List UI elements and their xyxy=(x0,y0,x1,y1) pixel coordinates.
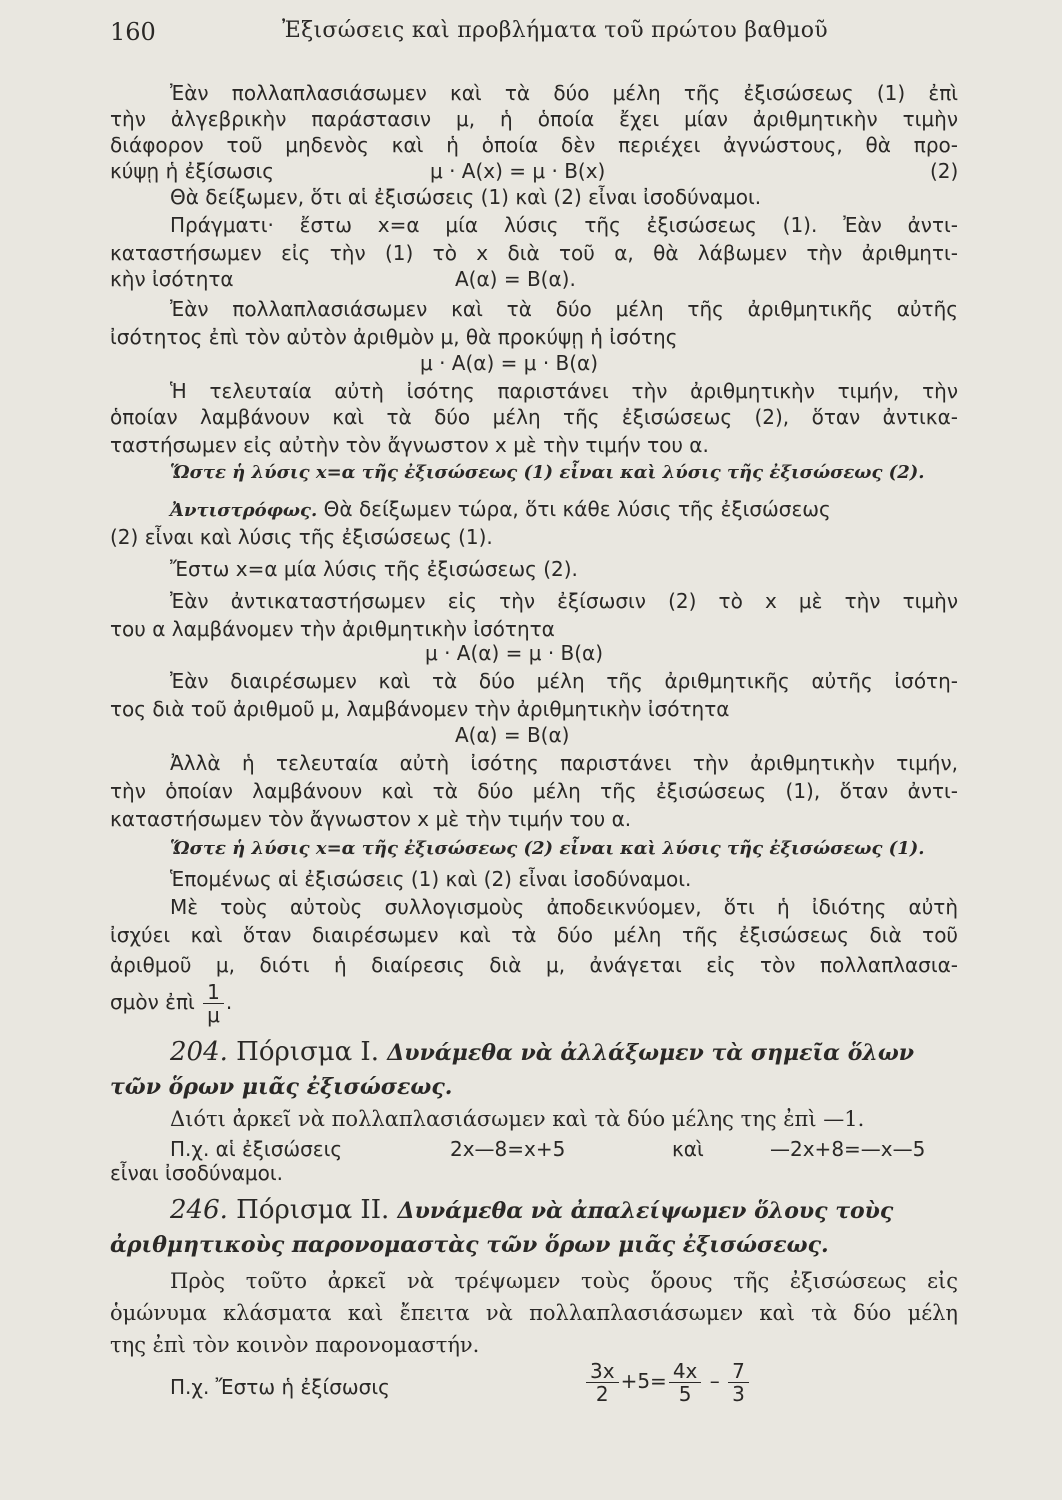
text-line: ἀριθμοῦ μ, διότι ἡ διαίρεσις διὰ μ, ἀνάγεται εἰς τὸν πολλαπλασια- xyxy=(110,953,958,977)
operator: – xyxy=(709,1369,720,1393)
section-title-cont: τῶν ὅρων μιᾶς ἐξισώσεως. xyxy=(110,1074,453,1100)
numerator: 1 xyxy=(203,981,224,1004)
text-line: τὴν ὁποίαν λαμβάνουν καὶ τὰ δύο μέλη τῆς ἐξισώσεως (1), ὅταν ἀντι- xyxy=(110,779,958,803)
running-title: Ἐξισώσεις καὶ προβλήματα τοῦ πρώτου βαθμοῦ xyxy=(282,18,828,43)
text-line: Ἔστω x=α μία λύσις τῆς ἐξισώσεως (2). xyxy=(170,557,578,581)
text-line: Διότι ἀρκεῖ νὰ πολλαπλασιάσωμεν καὶ τὰ δύο μέλης της ἐπὶ —1. xyxy=(170,1107,865,1131)
equation: μ · Α(α) = μ · Β(α) xyxy=(420,351,599,375)
text-line xyxy=(110,980,958,1026)
text-line: Ἐὰν πολλαπλασιάσωμεν καὶ τὰ δύο μέλη τῆς ἐξισώσεως (1) ἐπὶ xyxy=(170,81,958,105)
denominator: μ xyxy=(207,1003,220,1027)
section-title: Δυνάμεθα νὰ ἀπαλείψωμεν ὅλους τοὺς xyxy=(397,1198,894,1224)
numerator: 4x xyxy=(669,1360,702,1383)
text-line: Ἐὰν διαιρέσωμεν καὶ τὰ δύο μέλη τῆς ἀριθμητικῆς αὐτῆς ἰσότη- xyxy=(170,669,958,693)
text-line: Ἐὰν πολλαπλασιάσωμεν καὶ τὰ δύο μέλη τῆς ἀριθμητικῆς αὐτῆς xyxy=(170,297,958,321)
text-line xyxy=(170,496,958,524)
text-line: Πρὸς τοῦτο ἀρκεῖ νὰ τρέψωμεν τοὺς ὅρους τῆς ἐξισώσεως εἰς xyxy=(170,1269,958,1293)
equation-number: (2) xyxy=(930,159,959,183)
equation: Α(α) = Β(α). xyxy=(455,267,576,291)
section-title: Δυνάμεθα νὰ ἀλλάξωμεν τὰ σημεῖα ὅλων xyxy=(387,1040,915,1066)
text-line: Ἑπομένως αἱ ἐξισώσεις (1) καὶ (2) εἶναι ἰσοδύναμοι. xyxy=(170,867,692,891)
text-line: τὴν ἀλγεβρικὴν παράστασιν μ, ἡ ὁποία ἔχει μίαν ἀριθμητικὴν τιμὴν xyxy=(110,107,958,131)
operator: +5= xyxy=(620,1369,667,1393)
conclusion-line: Ὥστε ἡ λύσις x=α τῆς ἐξισώσεως (2) εἶναι καὶ λύσις τῆς ἐξισώσεως (1). xyxy=(170,838,925,859)
text-line: κὴν ἰσότητα xyxy=(110,267,234,291)
fraction xyxy=(586,1360,619,1405)
text-fragment: Θὰ δείξωμεν τώρα, ὅτι κάθε λύσις τῆς ἐξισώσεως xyxy=(323,497,831,521)
page-header xyxy=(110,14,970,54)
conclusion-line: Ὥστε ἡ λύσις x=α τῆς ἐξισώσεως (1) εἶναι καὶ λύσις τῆς ἐξισώσεως (2). xyxy=(170,462,925,483)
fraction xyxy=(669,1360,702,1405)
numerator: 3x xyxy=(586,1360,619,1383)
text-line: διάφορον τοῦ μηδενὸς καὶ ἡ ὁποία δὲν περιέχει ἀγνώστους, θὰ προ- xyxy=(110,133,958,157)
denominator: 2 xyxy=(595,1382,609,1406)
text-fragment: Π.χ. αἱ ἐξισώσεις xyxy=(170,1137,343,1161)
section-heading xyxy=(170,1036,958,1069)
text-fragment: κύψῃ ἡ ἐξίσωσις xyxy=(110,159,274,183)
section-number: 246. xyxy=(170,1195,228,1225)
text-line: Ἀλλὰ ἡ τελευταία αὐτὴ ἰσότης παριστάνει τὴν ἀριθμητικὴν τιμήν, xyxy=(170,751,958,775)
equation: μ · Α(x) = μ · Β(x) xyxy=(430,159,606,183)
fraction-equation xyxy=(584,1360,751,1405)
emphasis: Ἀντιστρόφως. xyxy=(170,500,318,521)
equation: —2x+8=—x—5 xyxy=(770,1137,926,1161)
text-fragment: . xyxy=(225,990,233,1014)
section-number: 204. xyxy=(170,1037,228,1067)
equation: 2x—8=x+5 xyxy=(450,1137,566,1161)
section-label: Πόρισμα ΙΙ. xyxy=(236,1195,390,1225)
text-line: της ἐπὶ τὸν κοινὸν παρονομαστήν. xyxy=(110,1333,480,1357)
equation: μ · Α(α) = μ · Β(α) xyxy=(425,641,604,665)
text-line: εἶναι ἰσοδύναμοι. xyxy=(110,1161,283,1185)
text-line: ὁμώνυμα κλάσματα καὶ ἔπειτα νὰ πολλαπλασιάσωμεν καὶ τὰ δύο μέλη xyxy=(110,1301,958,1325)
numerator: 7 xyxy=(728,1360,749,1383)
text-line: τος διὰ τοῦ ἀριθμοῦ μ, λαμβάνομεν τὴν ἀριθμητικὴν ἰσότητα xyxy=(110,697,730,721)
text-line: ἰσότητος ἐπὶ τὸν αὐτὸν ἀριθμὸν μ, θὰ προκύψῃ ἡ ἰσότης xyxy=(110,325,678,349)
text-fragment: καὶ xyxy=(672,1137,704,1161)
section-label: Πόρισμα Ι. xyxy=(236,1037,379,1067)
denominator: 3 xyxy=(732,1382,745,1406)
text-line: Πράγματι· ἔστω x=α μία λύσις τῆς ἐξισώσεως (1). Ἐὰν ἀντι- xyxy=(170,213,958,237)
text-line: Μὲ τοὺς αὐτοὺς συλλογισμοὺς ἀποδεικνύομεν, ὅτι ἡ ἰδιότης αὐτὴ xyxy=(170,895,958,919)
text-fragment: σμὸν ἐπὶ xyxy=(110,990,195,1014)
text-line: ταστήσωμεν εἰς αὐτὴν τὸν ἄγνωστον x μὲ τὴν τιμήν του α. xyxy=(110,433,709,457)
section-heading xyxy=(170,1194,958,1227)
section-title-cont: ἀριθμητικοὺς παρονομαστὰς τῶν ὅρων μιᾶς ἐξισώσεως. xyxy=(110,1232,829,1258)
text-line: Ἡ τελευταία αὐτὴ ἰσότης παριστάνει τὴν ἀριθμητικὴν τιμήν, τὴν xyxy=(170,379,958,403)
text-line: Θὰ δείξωμεν, ὅτι αἱ ἐξισώσεις (1) καὶ (2) εἶναι ἰσοδύναμοι. xyxy=(170,185,762,209)
fraction xyxy=(728,1360,749,1405)
text-line: ἰσχύει καὶ ὅταν διαιρέσωμεν καὶ τὰ δύο μέλη τῆς ἐξισώσεως διὰ τοῦ xyxy=(110,923,958,947)
page-number: 160 xyxy=(110,18,156,46)
text-line: ὁποίαν λαμβάνουν καὶ τὰ δύο μέλη τῆς ἐξισώσεως (2), ὅταν ἀντικα- xyxy=(110,405,958,429)
equation: Α(α) = Β(α) xyxy=(455,723,570,747)
denominator: 5 xyxy=(678,1382,692,1406)
fraction xyxy=(203,981,224,1026)
text-line: Ἐὰν ἀντικαταστήσωμεν εἰς τὴν ἐξίσωσιν (2) τὸ x μὲ τὴν τιμὴν xyxy=(170,589,958,613)
text-line: (2) εἶναι καὶ λύσις τῆς ἐξισώσεως (1). xyxy=(110,525,493,549)
text-line: καταστήσωμεν εἰς τὴν (1) τὸ x διὰ τοῦ α, θὰ λάβωμεν τὴν ἀριθμητι- xyxy=(110,241,958,265)
text-line: καταστήσωμεν τὸν ἄγνωστον x μὲ τὴν τιμήν του α. xyxy=(110,807,632,831)
example-line: Π.χ. Ἔστω ἡ ἐξίσωσις xyxy=(170,1375,390,1399)
text-line: του α λαμβάνομεν τὴν ἀριθμητικὴν ἰσότητα xyxy=(110,617,555,641)
